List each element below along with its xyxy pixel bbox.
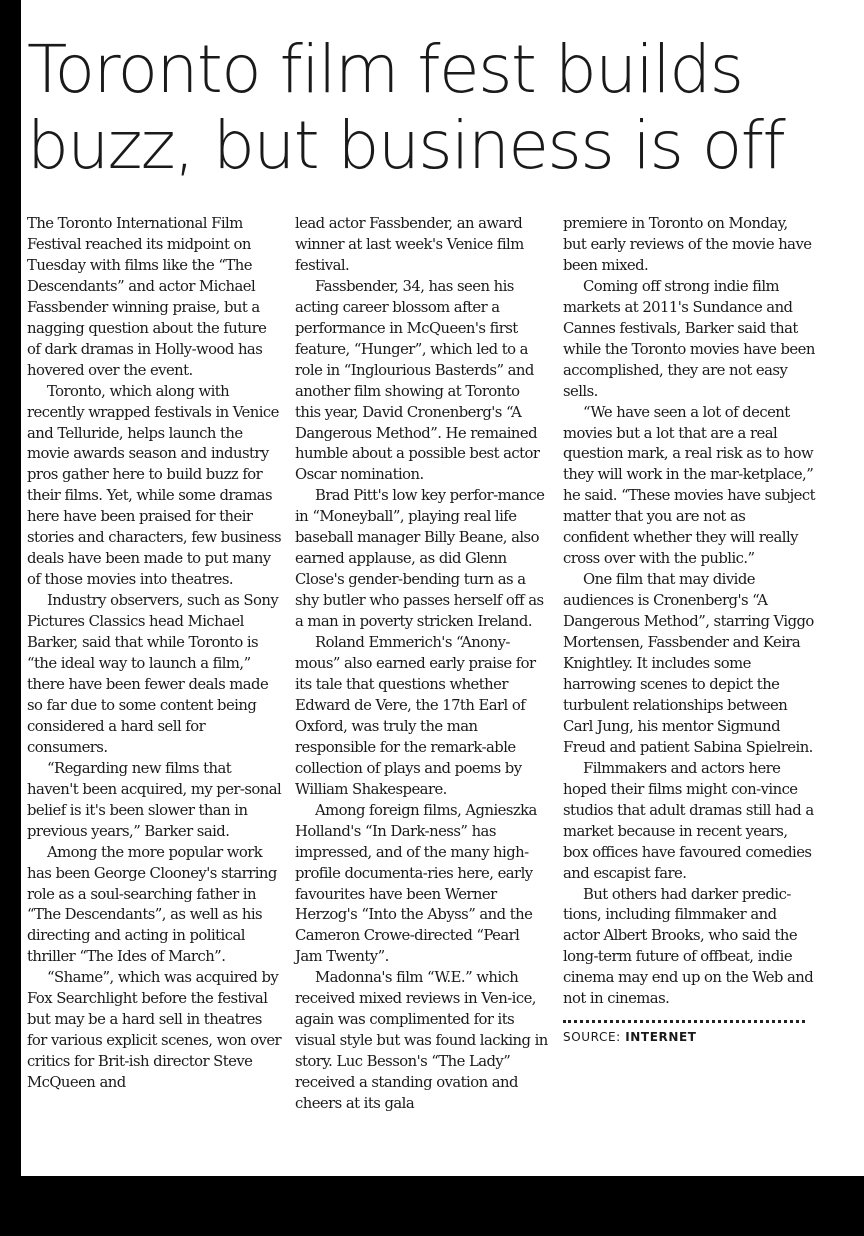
- article-paragraph: “We have seen a lot of decent movies but a lot that are a real question mark, a real risk as to how they will work in the mar-ketplace,” he said. “These movies have subject matter that you are not as confident whether they will really cross over with the public.”: [563, 403, 815, 568]
- article-paragraph: The Toronto International Film Festival reached its midpoint on Tuesday with films like the “The Descendants” and actor Michael Fassbender winning praise, but a nagging question about the future of dark dramas in Holly-wood has hovered over the event.: [27, 215, 267, 379]
- source-credit: [563, 1029, 815, 1045]
- article-paragraph: One film that may divide audiences is Cronenberg's “A Dangerous Method”, starring Viggo Mortensen, Fassbender and Keira Knightley. It includes some harrowing scenes to depict the turbulent relationships between Carl Jung, his mentor Sigmund Freud and patient Sabina Spielrein.: [563, 571, 814, 756]
- article-paragraph-continued: lead actor Fassbender, an award winner at last week's Venice film festival.: [295, 215, 524, 274]
- article-paragraph: Coming off strong indie film markets at 2011's Sundance and Cannes festivals, Barker said that while the Toronto movies have been accomplished, they are not easy sells.: [563, 277, 815, 400]
- column-3: [563, 214, 815, 1045]
- source-value: INTERNET: [625, 1030, 697, 1045]
- dotted-divider: [563, 1020, 805, 1023]
- article-paragraph: Fassbender, 34, has seen his acting career blossom after a performance in McQueen's first feature, “Hunger”, which led to a role in “Inglourious Basterds” and another film showing at Toronto this year, David Cronenberg's “A Dangerous Method”. He remained humble about a possible best actor Oscar nomination.: [295, 277, 540, 484]
- article-paragraph: Among the more popular work has been George Clooney's starring role as a soul-searching father in “The Descendants”, as well as his directing and acting in political thriller “The Ides of March”.: [27, 843, 277, 966]
- article-paragraph: “Shame”, which was acquired by Fox Searchlight before the festival but may be a hard sell in theatres for various explicit scenes, won over critics for Brit-ish director Steve McQueen and: [27, 969, 282, 1092]
- article-paragraph: Roland Emmerich's “Anony-mous” also earned early praise for its tale that questions whether Edward de Vere, the 17th Earl of Oxford, was truly the man responsible for the remark-able collection of plays and poems by William Shakespeare.: [295, 634, 536, 798]
- article-paragraph: “Regarding new films that haven't been acquired, my per-sonal belief is it's been slower than in previous years,” Barker said.: [27, 759, 282, 840]
- article-paragraph: But others had darker predic-tions, including filmmaker and actor Albert Brooks, who said the long-term future of offbeat, indie cinema may end up on the Web and not in cinemas.: [563, 885, 814, 1008]
- source-label: SOURCE:: [563, 1030, 621, 1045]
- column-1: [27, 214, 283, 1094]
- article-paragraph: Among foreign films, Agnieszka Holland's “In Dark-ness” has impressed, and of the many high-profile documenta-ries here, early favourites have been Werner Herzog's “Into the Abyss” and the Cameron Crowe-directed “Pearl Jam Twenty”.: [295, 801, 537, 966]
- article-paragraph-continued: premiere in Toronto on Monday, but early reviews of the movie have been mixed.: [563, 215, 812, 274]
- article-paragraph: Industry observers, such as Sony Pictures Classics head Michael Barker, said that while Toronto is “the ideal way to launch a film,” there have been fewer deals made so far due to some content being considered a hard sell for consumers.: [27, 592, 279, 756]
- article-paragraph: Brad Pitt's low key perfor-mance in “Moneyball”, playing real life baseball manager Billy Beane, also earned applause, as did Glenn Close's gender-bending turn as a shy butler who passes herself off as a man in poverty stricken Ireland.: [295, 487, 545, 631]
- headline: Toronto film fest builds buzz, but business is off: [27, 31, 785, 184]
- column-2: [295, 214, 549, 1115]
- article-paragraph: Toronto, which along with recently wrapped festivals in Venice and Telluride, helps launch the movie awards season and industry pros gather here to build buzz for their films. Yet, while some dramas here have been praised for their stories and characters, few business deals have been made to put many of those movies into theatres.: [27, 382, 282, 589]
- article-paragraph: Madonna's film “W.E.” which received mixed reviews in Ven-ice, again was complimented for its visual style but was found lacking in story. Luc Besson's “The Lady” received a standing ovation and cheers at its gala: [295, 969, 548, 1113]
- article-paragraph: Filmmakers and actors here hoped their films might con-vince studios that adult dramas still had a market because in recent years, box offices have favoured comedies and escapist fare.: [563, 759, 814, 882]
- newspaper-page: [21, 0, 864, 1176]
